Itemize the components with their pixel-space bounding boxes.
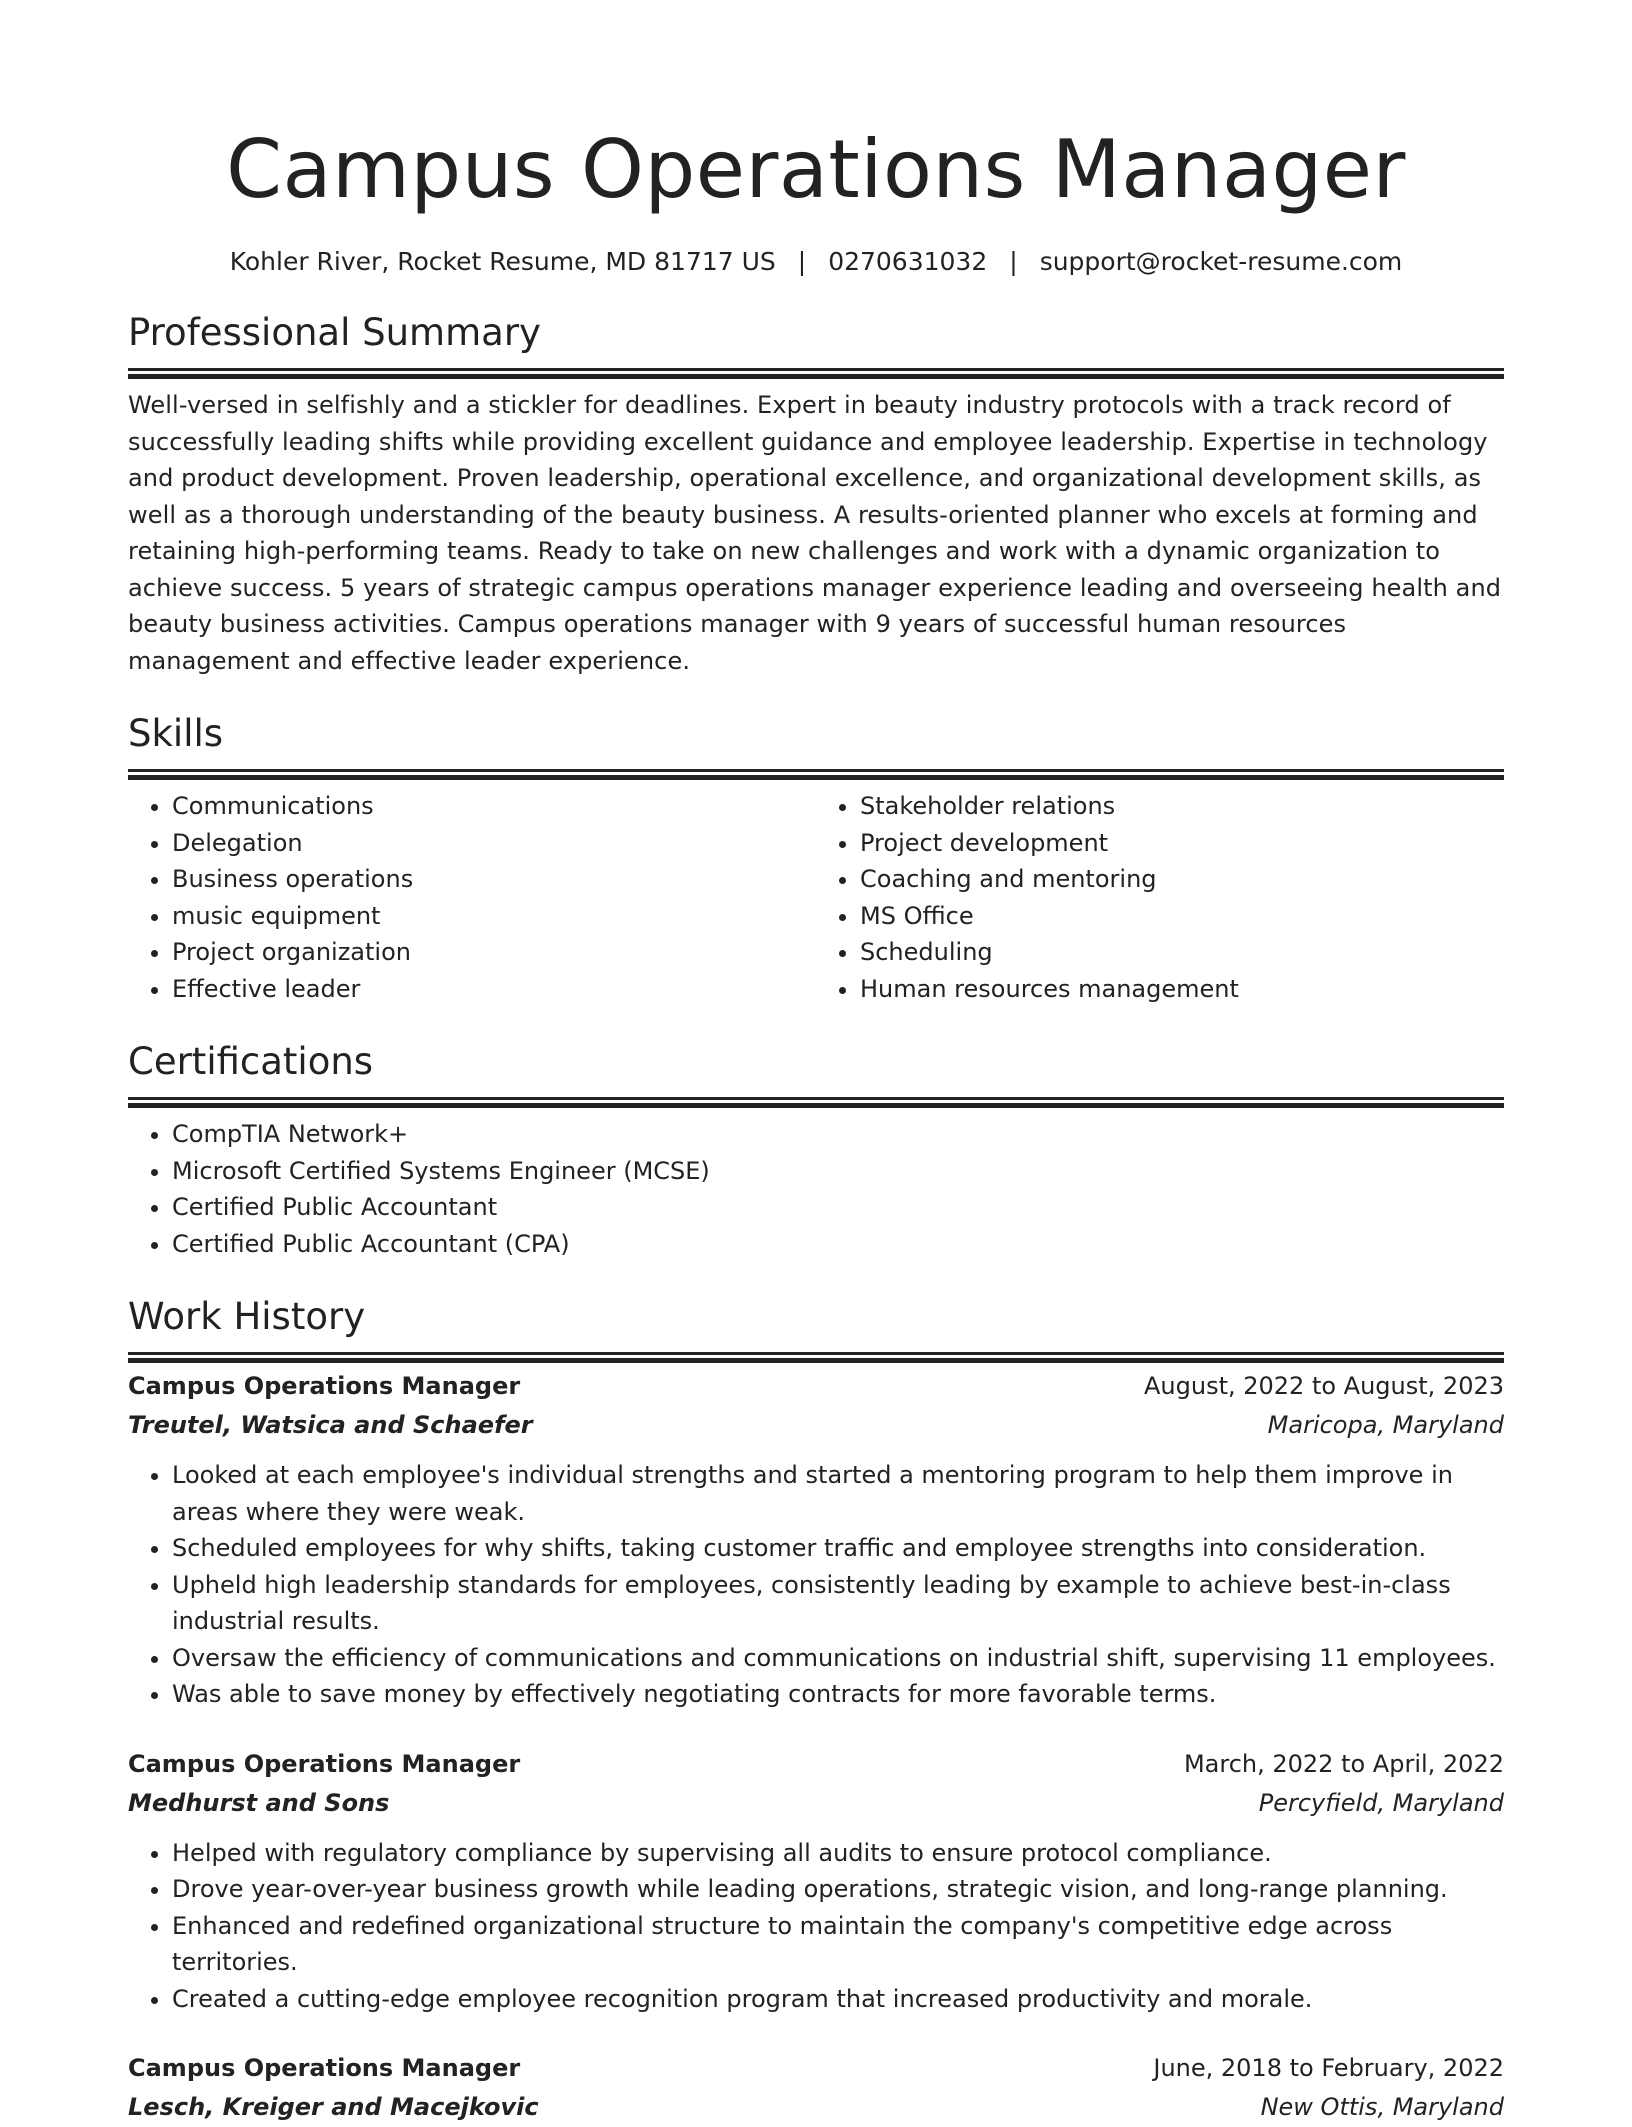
job-entry	[128, 2049, 1504, 2127]
skill-item: • Scheduling	[860, 934, 1504, 971]
job-company: Medhurst and Sons	[128, 1788, 390, 1817]
skills-list-right	[816, 788, 1504, 1007]
contact-separator: |	[797, 247, 807, 276]
contact-separator: |	[1009, 247, 1018, 276]
job-bullet: • Helped with regulatory compliance by supervising all audits to ensure protocol compliance.	[172, 1835, 1504, 1872]
section-divider	[128, 1097, 1504, 1100]
skill-item: • music equipment	[172, 898, 816, 935]
section-divider	[128, 368, 1504, 371]
job-bullet: • Drove year-over-year business growth while leading operations, strategic vision, and long-range planning.	[172, 1871, 1504, 1908]
contact-address: Kohler River, Rocket Resume, MD 81717 US	[229, 247, 776, 276]
contact-phone: 0270631032	[828, 247, 988, 276]
summary-text: Well-versed in selfishly and a stickler for deadlines. Expert in beauty industry protocols with a track record of successfully leading shifts while providing excellent guidance and employee leadership. Expertise in technology and product development. Proven leadership, operational excellence, and organizational development skills, as well as a thorough understanding of the beauty business. A results-oriented planner who excels at forming and retaining high-performing teams. Ready to take on new challenges and work with a dynamic organization to achieve success. 5 years of strategic campus operations manager experience leading and overseeing health and beauty business activities. Campus operations manager with 9 years of successful human resources management and effective leader experience.	[128, 391, 1502, 675]
summary-section	[128, 308, 1504, 679]
job-bullet: • Created a cutting-edge employee recognition program that increased productivity and morale.	[172, 1981, 1504, 2018]
job-dates: March, 2022 to April, 2022	[1183, 1749, 1504, 1778]
work-history-section	[128, 1292, 1504, 2127]
job-title: Campus Operations Manager	[128, 1749, 521, 1778]
certification-item: • Certified Public Accountant (CPA)	[172, 1226, 1504, 1263]
skill-item: • Stakeholder relations	[860, 788, 1504, 825]
job-dates: August, 2022 to August, 2023	[1144, 1372, 1504, 1400]
skill-item: • Business operations	[172, 861, 816, 898]
contact-email: support@rocket-resume.com	[1039, 247, 1403, 276]
job-bullet: • Enhanced and redefined organizational structure to maintain the company's competitive edge across territories.	[172, 1908, 1504, 1981]
skills-list-left	[128, 788, 816, 1007]
job-entry	[128, 1367, 1504, 1713]
job-bullet: • Oversaw the efficiency of communications and communications on industrial shift, supervising 11 employees.	[172, 1640, 1504, 1677]
job-location: New Ottis, Maryland	[1260, 2093, 1504, 2121]
certifications-section	[128, 1037, 1504, 1262]
job-title: Campus Operations Manager	[128, 1372, 521, 1400]
certification-item: • Certified Public Accountant	[172, 1189, 1504, 1226]
contact-line	[128, 244, 1504, 280]
skill-item: • Effective leader	[172, 971, 816, 1008]
certifications-list	[128, 1116, 1504, 1262]
job-bullet: • Upheld high leadership standards for employees, consistently leading by example to achieve best-in-class industrial results.	[172, 1567, 1504, 1640]
section-divider	[128, 769, 1504, 772]
job-dates: June, 2018 to February, 2022	[1153, 2054, 1504, 2082]
skills-section	[128, 709, 1504, 1007]
skill-item: • MS Office	[860, 898, 1504, 935]
skill-item: • Human resources management	[860, 971, 1504, 1008]
job-bullet: • Was able to save money by effectively negotiating contracts for more favorable terms.	[172, 1676, 1504, 1713]
certification-item: • Microsoft Certified Systems Engineer (MCSE)	[172, 1153, 1504, 1190]
section-title-work-history: Work History	[128, 1295, 366, 1338]
skill-item: • Project development	[860, 825, 1504, 862]
certification-item: • CompTIA Network+	[172, 1116, 1504, 1153]
resume-name: Campus Operations Manager	[226, 123, 1406, 216]
section-divider	[128, 1352, 1504, 1355]
section-title-summary: Professional Summary	[128, 311, 541, 354]
job-bullet: • Looked at each employee's individual strengths and started a mentoring program to help them improve in areas where they were weak.	[172, 1457, 1504, 1530]
job-title: Campus Operations Manager	[128, 2054, 521, 2082]
job-bullets	[128, 1457, 1504, 1713]
job-bullets	[128, 1835, 1504, 2018]
job-company: Treutel, Watsica and Schaefer	[128, 1411, 533, 1439]
skills-grid	[128, 788, 1504, 1007]
skill-item: • Coaching and mentoring	[860, 861, 1504, 898]
skill-item: • Delegation	[172, 825, 816, 862]
skill-item: • Communications	[172, 788, 816, 825]
section-title-skills: Skills	[128, 712, 224, 755]
section-title-certifications: Certifications	[128, 1040, 374, 1083]
job-bullet: • Scheduled employees for why shifts, taking customer traffic and employee strengths into consideration.	[172, 1530, 1504, 1567]
job-location: Maricopa, Maryland	[1267, 1411, 1504, 1439]
job-entry	[128, 1745, 1504, 2018]
skill-item: • Project organization	[172, 934, 816, 971]
job-company: Lesch, Kreiger and Macejkovic	[128, 2093, 539, 2121]
resume-page	[128, 0, 1504, 2127]
job-location: Percyfield, Maryland	[1258, 1788, 1504, 1817]
